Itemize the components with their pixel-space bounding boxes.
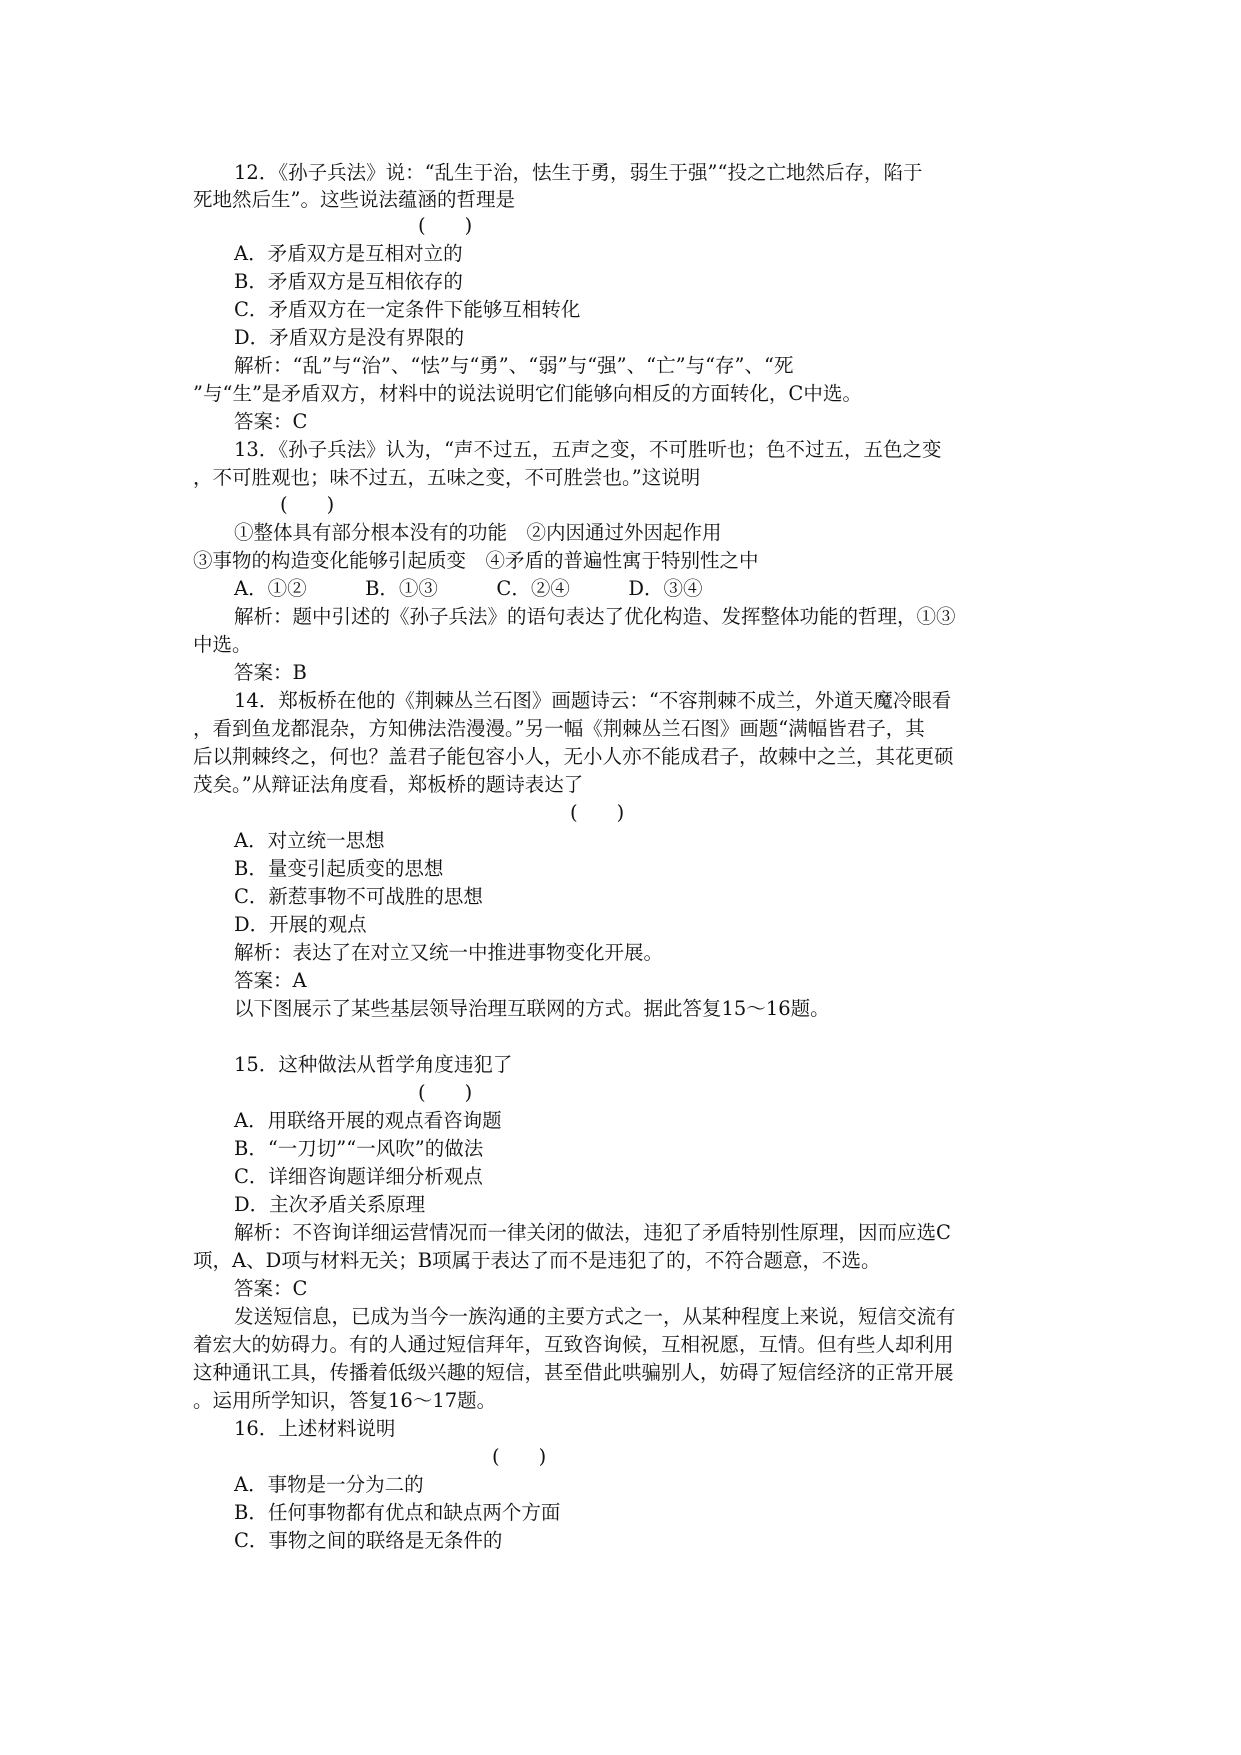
q15-stem: 15．这种做法从哲学角度违犯了 bbox=[234, 1053, 513, 1076]
q14-stem-line-3: 后以荆棘终之，何也？盖君子能包容小人，无小人亦不能成君子，故棘中之兰，其花更硕 bbox=[193, 745, 954, 768]
q12-answer: 答案：C bbox=[234, 410, 308, 433]
q13-statements-line-2: ③事物的构造变化能够引起质变 ④矛盾的普遍性寓于特别性之中 bbox=[193, 549, 759, 572]
q13-stem-line-2: ，不可胜观也；味不过五，五味之变，不可胜尝也。”这说明 bbox=[193, 466, 701, 489]
q15-analysis-line-2: 项，A、D项与材料无关；B项属于表达了而不是违犯了的，不符合题意，不选。 bbox=[193, 1249, 881, 1272]
q14-option-c: C．新惹事物不可战胜的思想 bbox=[234, 885, 483, 908]
q14-answer-blank: ( ) bbox=[570, 801, 625, 824]
material-line-3: 这种通讯工具，传播着低级兴趣的短信，甚至借此哄骗别人，妨碍了短信经济的正常开展 bbox=[193, 1361, 954, 1384]
q12-option-b: B．矛盾双方是互相依存的 bbox=[234, 270, 463, 293]
q15-16-intro: 以下图展示了某些基层领导治理互联网的方式。据此答复15～16题。 bbox=[234, 997, 830, 1020]
q13-statements-line-1: ①整体具有部分根本没有的功能 ②内因通过外因起作用 bbox=[234, 521, 722, 544]
q12-analysis-line-1: 解析：“乱”与“治”、“怯”与“勇”、“弱”与“强”、“亡”与“存”、“死 bbox=[234, 354, 794, 377]
q13-options: A．①② B．①③ C．②④ D．③④ bbox=[234, 577, 703, 600]
q14-option-a: A．对立统一思想 bbox=[234, 829, 385, 852]
q16-option-b: B．任何事物都有优点和缺点两个方面 bbox=[234, 1501, 561, 1524]
q13-answer: 答案：B bbox=[234, 661, 307, 684]
q15-option-c: C．详细咨询题详细分析观点 bbox=[234, 1165, 483, 1188]
q16-option-a: A．事物是一分为二的 bbox=[234, 1473, 424, 1496]
q12-stem-line-2: 死地然后生”。这些说法蕴涵的哲理是 bbox=[193, 188, 515, 211]
q13-stem-line-1: 13．《孙子兵法》认为，“声不过五，五声之变，不可胜听也；色不过五，五色之变 bbox=[234, 438, 942, 461]
q13-analysis-line-1: 解析：题中引述的《孙子兵法》的语句表达了优化构造、发挥整体功能的哲理，①③ bbox=[234, 605, 956, 628]
q12-stem-line-1: 12．《孙子兵法》说：“乱生于治，怯生于勇，弱生于强”“投之亡地然后存，陷于 bbox=[234, 161, 923, 184]
material-line-1: 发送短信息，已成为当今一族沟通的主要方式之一，从某种程度上来说，短信交流有 bbox=[234, 1305, 956, 1328]
q14-stem-line-4: 茂矣。”从辩证法角度看，郑板桥的题诗表达了 bbox=[193, 773, 584, 796]
q12-analysis-line-2: ”与“生”是矛盾双方，材料中的说法说明它们能够向相反的方面转化，C中选。 bbox=[193, 382, 862, 405]
q12-answer-blank: ( ) bbox=[418, 214, 473, 237]
q14-option-d: D．开展的观点 bbox=[234, 913, 367, 936]
q15-answer-blank: ( ) bbox=[418, 1081, 473, 1104]
q14-stem-line-2: ，看到鱼龙都混杂，方知佛法浩漫漫。”另一幅《荆棘丛兰石图》画题“满幅皆君子，其 bbox=[193, 717, 925, 740]
q14-answer: 答案：A bbox=[234, 969, 307, 992]
material-line-2: 着宏大的妨碍力。有的人通过短信拜年，互致咨询候，互相祝愿，互情。但有些人却利用 bbox=[193, 1333, 954, 1356]
q15-option-a: A．用联络开展的观点看咨询题 bbox=[234, 1109, 502, 1132]
q12-option-c: C．矛盾双方在一定条件下能够互相转化 bbox=[234, 298, 581, 321]
q16-option-c: C．事物之间的联络是无条件的 bbox=[234, 1529, 503, 1552]
q12-option-a: A．矛盾双方是互相对立的 bbox=[234, 242, 463, 265]
q14-option-b: B．量变引起质变的思想 bbox=[234, 857, 444, 880]
q14-stem-line-1: 14．郑板桥在他的《荆棘丛兰石图》画题诗云：“不容荆棘不成兰，外道天魔冷眼看 bbox=[234, 689, 952, 712]
q15-option-d: D．主次矛盾关系原理 bbox=[234, 1193, 426, 1216]
q15-option-b: B．“一刀切”“一风吹”的做法 bbox=[234, 1137, 484, 1160]
q13-analysis-line-2: 中选。 bbox=[193, 633, 252, 656]
q16-answer-blank: ( ) bbox=[492, 1445, 547, 1468]
q13-answer-blank: ( ) bbox=[280, 493, 335, 516]
q15-analysis-line-1: 解析：不咨询详细运营情况而一律关闭的做法，违犯了矛盾特别性原理，因而应选C bbox=[234, 1221, 951, 1244]
q12-option-d: D．矛盾双方是没有界限的 bbox=[234, 326, 465, 349]
q16-stem: 16．上述材料说明 bbox=[234, 1417, 396, 1440]
q14-analysis: 解析：表达了在对立又统一中推进事物变化开展。 bbox=[234, 941, 664, 964]
q15-answer: 答案：C bbox=[234, 1277, 308, 1300]
material-line-4: 。运用所学知识，答复16～17题。 bbox=[193, 1389, 497, 1412]
